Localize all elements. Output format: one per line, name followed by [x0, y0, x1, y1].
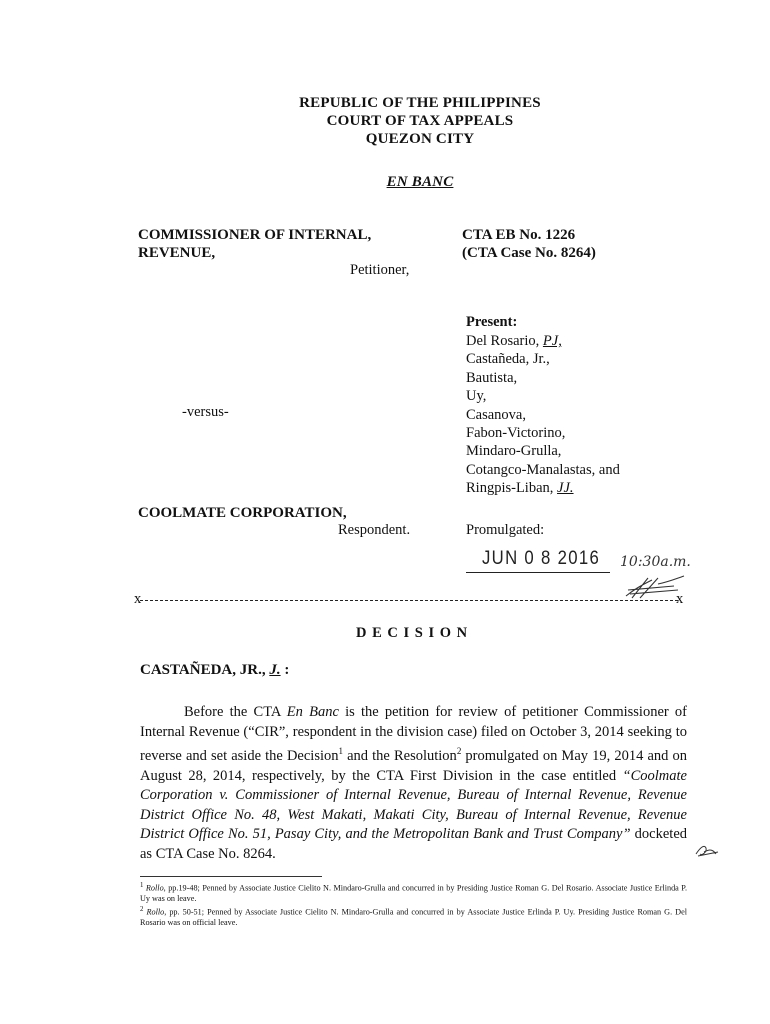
respondent-role: Respondent. — [338, 522, 411, 538]
justice-item: Uy, — [466, 388, 487, 405]
justice-item: Mindaro-Grulla, — [466, 443, 562, 460]
stamp-underline — [466, 572, 610, 573]
petitioner-name-line1: COMMISSIONER OF INTERNAL, — [138, 227, 372, 243]
header-city: QUEZON CITY — [365, 131, 475, 147]
justices-list — [466, 332, 620, 498]
promulgation-date-stamp: JUN 0 8 2016 — [482, 548, 601, 569]
justice-item: Cotangco-Manalastas, and — [466, 461, 620, 478]
justice-item: Bautista, — [466, 369, 518, 386]
justice-item: Castañeda, Jr., — [466, 351, 550, 368]
handwritten-time-note: 10:30a.m. — [620, 554, 691, 570]
footnote-1: $^1$ Rollo, pp.19-48; Penned by Associate Justice Cielito N. Mindaro-Grulla and concurred in by Presiding Justice Roman G. Del Rosario. Associate Justice Erlinda P. Uy was on leave. — [140, 882, 688, 904]
justice-item: Del Rosario, PJ, — [466, 333, 562, 349]
divider-dashed-line — [140, 600, 678, 601]
versus-label: -versus- — [182, 404, 229, 420]
petitioner-name-line2: REVENUE, — [138, 245, 216, 261]
divider-left-mark: x — [134, 591, 142, 607]
initial-mark-icon — [694, 842, 720, 860]
case-eb-number: CTA EB No. 1226 — [462, 227, 576, 243]
justice-item: Casanova, — [466, 406, 526, 423]
decision-author: CASTAÑEDA, JR., J. : — [140, 662, 290, 678]
case-number: (CTA Case No. 8264) — [462, 245, 596, 261]
present-label: Present: — [466, 314, 518, 330]
footnote-rule — [140, 876, 322, 877]
footnote-2: $^2$ Rollo, pp. 50-51; Penned by Associate Justice Cielito N. Mindaro-Grulla and concurred in by Associate Justice Erlinda P. Uy. Presiding Justice Roman G. Del Rosario was on official leave. — [140, 906, 687, 928]
header-court: COURT OF TAX APPEALS — [326, 113, 514, 129]
promulgated-label: Promulgated: — [466, 522, 545, 538]
divider-right-mark: x — [676, 591, 684, 607]
header-republic: REPUBLIC OF THE PHILIPPINES — [299, 95, 541, 111]
petitioner-role: Petitioner, — [350, 262, 410, 278]
en-banc-label: EN BANC — [386, 174, 454, 190]
justice-item: Ringpis-Liban, JJ. — [466, 480, 574, 497]
justice-item: Fabon-Victorino, — [466, 425, 566, 442]
body-paragraph: Before the CTA En Banc is the petition for review of petitioner Commissioner of Internal Revenue (“CIR”, respondent in the division case) filed on October 3, 2014 seeking to reverse and set aside the Decision$^1$ and the Resolution$^2$ promulgated on May 19, 2014 and on August 28, 2014, respectively, by the CTA First Division in the case entitled “Coolmate Corporation v. Commissioner of Internal Revenue, Bureau of Internal Revenue, Revenue District Office No. 48, West Makati, Makati City, Bureau of Internal Revenue, Revenue District Office No. 51, Pasay City, and the Metropolitan Bank and Trust Company” docketed as CTA Case No. 8264. — [140, 704, 688, 862]
decision-title: D E C I S I O N — [356, 625, 469, 641]
respondent-name: COOLMATE CORPORATION, — [138, 505, 347, 521]
